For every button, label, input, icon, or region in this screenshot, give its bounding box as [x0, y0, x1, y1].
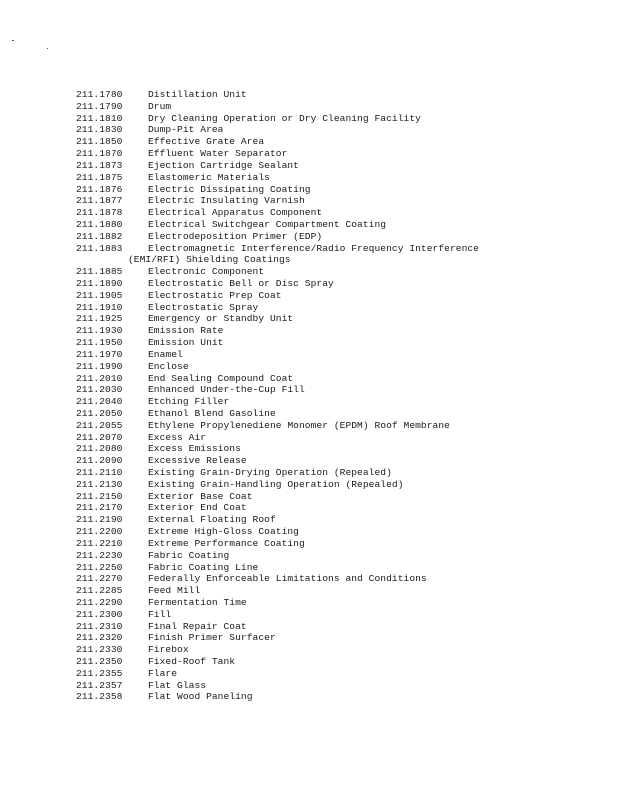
list-item [76, 337, 606, 349]
list-item [76, 101, 606, 113]
defined-term: Electrical Apparatus Component [148, 207, 323, 219]
section-number: 211.1870 [76, 148, 123, 160]
defined-term: Dry Cleaning Operation or Dry Cleaning Facility [148, 112, 421, 124]
list-item [76, 361, 606, 373]
list-item [76, 254, 606, 266]
section-number: 211.1970 [76, 348, 123, 360]
scan-speck [47, 48, 48, 49]
defined-term: Electronic Component [148, 266, 265, 278]
list-item [76, 384, 606, 396]
list-item [76, 172, 606, 184]
defined-term: Electric Insulating Varnish [148, 195, 305, 207]
list-item [76, 479, 606, 491]
defined-term: End Sealing Compound Coat [148, 372, 294, 384]
section-number: 211.2010 [76, 372, 123, 384]
list-item [76, 597, 606, 609]
defined-term: Elastomeric Materials [148, 171, 270, 183]
list-item [76, 609, 606, 621]
defined-term: Feed Mill [148, 585, 201, 597]
list-item [76, 467, 606, 479]
section-number: 211.2270 [76, 573, 123, 585]
list-item [76, 562, 606, 574]
list-item [76, 668, 606, 680]
defined-term: Electrostatic Bell or Disc Spray [148, 278, 334, 289]
list-item [76, 514, 606, 526]
list-item [76, 313, 606, 325]
list-item [76, 691, 606, 703]
list-item [76, 585, 606, 597]
list-item [76, 526, 606, 538]
section-number: 211.1883 [76, 242, 123, 254]
defined-term: Existing Grain-Drying Operation (Repealed) [148, 467, 392, 478]
defined-term: (EMI/RFI) Shielding Coatings [128, 254, 291, 266]
defined-term: Emission Unit [148, 337, 224, 349]
defined-term: Federally Enforceable Limitations and Conditions [148, 573, 427, 585]
defined-term: Extreme High-Gloss Coating [148, 526, 299, 538]
list-item [76, 136, 606, 148]
list-item [76, 325, 606, 337]
section-number: 211.1810 [76, 112, 123, 124]
section-number: 211.2110 [76, 467, 123, 478]
list-item [76, 632, 606, 644]
list-item [76, 160, 606, 172]
section-number: 211.1990 [76, 360, 123, 372]
defined-term: Distillation Unit [148, 89, 247, 100]
list-item [76, 443, 606, 455]
section-number: 211.2357 [76, 679, 123, 691]
section-number: 211.2285 [76, 585, 123, 597]
list-item [76, 396, 606, 408]
section-number: 211.2090 [76, 455, 123, 467]
defined-term: Ethylene Propylenediene Monomer (EPDM) Roof Membrane [148, 419, 450, 431]
list-item [76, 231, 606, 243]
list-item [76, 455, 606, 467]
defined-term: Ethanol Blend Gasoline [148, 407, 276, 419]
defined-term: Fixed-Roof Tank [148, 656, 236, 667]
list-item [76, 502, 606, 514]
list-item [76, 373, 606, 385]
defined-term: Fermentation Time [148, 596, 247, 608]
section-number: 211.2355 [76, 667, 123, 679]
list-item [76, 538, 606, 550]
section-number: 211.2300 [76, 608, 123, 620]
section-number: 211.2170 [76, 502, 123, 514]
section-number: 211.1877 [76, 195, 123, 207]
section-number: 211.2230 [76, 549, 123, 561]
section-number: 211.1925 [76, 313, 123, 325]
section-number: 211.2210 [76, 537, 123, 549]
section-number: 211.1930 [76, 325, 123, 337]
section-number: 211.1876 [76, 183, 123, 195]
list-item [76, 148, 606, 160]
section-number: 211.2190 [76, 514, 123, 526]
defined-term: Firebox [148, 644, 189, 656]
section-number: 211.1873 [76, 159, 123, 171]
section-number: 211.1882 [76, 230, 123, 242]
list-item [76, 491, 606, 503]
defined-term: Electric Dissipating Coating [148, 183, 311, 195]
defined-term: Flat Glass [148, 679, 207, 691]
section-number: 211.1780 [76, 89, 123, 100]
defined-term: External Floating Roof [148, 514, 276, 526]
defined-term: Electrical Switchgear Compartment Coating [148, 218, 387, 230]
defined-term: Excess Emissions [148, 443, 241, 455]
section-number: 211.1880 [76, 218, 123, 230]
section-number: 211.1790 [76, 100, 123, 112]
section-number: 211.1830 [76, 124, 123, 136]
list-item [76, 302, 606, 314]
defined-term: Extreme Performance Coating [148, 537, 305, 549]
section-number: 211.1890 [76, 278, 123, 289]
list-item [76, 266, 606, 278]
list-item [76, 195, 606, 207]
section-number: 211.1850 [76, 136, 123, 148]
defined-term: Etching Filler [148, 396, 230, 408]
defined-term: Effective Grate Area [148, 136, 265, 148]
section-number: 211.2350 [76, 656, 123, 667]
defined-term: Existing Grain-Handling Operation (Repealed) [148, 478, 404, 490]
defined-term: Enhanced Under-the-Cup Fill [148, 384, 305, 396]
defined-term: Enamel [148, 348, 183, 360]
section-number: 211.2200 [76, 526, 123, 538]
section-number: 211.2055 [76, 419, 123, 431]
defined-term: Electrostatic Prep Coat [148, 289, 282, 301]
defined-term: Ejection Cartridge Sealant [148, 159, 299, 171]
section-number: 211.2040 [76, 396, 123, 408]
defined-term: Dump-Pit Area [148, 124, 224, 136]
defined-term: Emergency or Standby Unit [148, 313, 294, 325]
defined-term: Electrodeposition Primer (EDP) [148, 230, 323, 242]
section-number: 211.1910 [76, 301, 123, 313]
defined-term: Flat Wood Paneling [148, 691, 253, 703]
section-number: 211.2250 [76, 561, 123, 573]
defined-term: Finish Primer Surfacer [148, 632, 276, 644]
section-number: 211.2320 [76, 632, 123, 644]
section-number: 211.2030 [76, 384, 123, 396]
section-number: 211.2050 [76, 407, 123, 419]
list-item [76, 680, 606, 692]
list-item [76, 420, 606, 432]
section-number: 211.1875 [76, 171, 123, 183]
defined-term: Effluent Water Separator [148, 148, 288, 160]
defined-term: Fill [148, 608, 172, 620]
list-item [76, 656, 606, 668]
list-item [76, 621, 606, 633]
defined-term: Fabric Coating Line [148, 561, 259, 573]
list-item [76, 219, 606, 231]
defined-term: Exterior End Coat [148, 502, 247, 514]
list-item [76, 243, 606, 255]
list-item [76, 278, 606, 290]
list-item [76, 644, 606, 656]
list-item [76, 290, 606, 302]
defined-term: Excessive Release [148, 455, 247, 467]
defined-term: Electromagnetic Interference/Radio Frequency Interference [148, 242, 480, 254]
list-item [76, 408, 606, 420]
list-item [76, 207, 606, 219]
section-number: 211.2290 [76, 596, 123, 608]
defined-term: Drum [148, 100, 172, 112]
section-number: 211.2358 [76, 691, 123, 703]
definitions-list [76, 89, 606, 703]
list-item [76, 550, 606, 562]
defined-term: Fabric Coating [148, 549, 230, 561]
section-number: 211.1950 [76, 337, 123, 349]
section-number: 211.2130 [76, 478, 123, 490]
defined-term: Final Repair Coat [148, 620, 247, 632]
section-number: 211.1885 [76, 266, 123, 278]
defined-term: Emission Rate [148, 325, 224, 337]
defined-term: Electrostatic Spray [148, 301, 259, 313]
section-number: 211.2080 [76, 443, 123, 455]
section-number: 211.1878 [76, 207, 123, 219]
list-item [76, 432, 606, 444]
list-item [76, 184, 606, 196]
defined-term: Exterior Base Coat [148, 490, 253, 502]
section-number: 211.2310 [76, 620, 123, 632]
section-number: 211.1905 [76, 289, 123, 301]
section-number: 211.2330 [76, 644, 123, 656]
list-item [76, 113, 606, 125]
section-number: 211.2070 [76, 431, 123, 443]
list-item [76, 349, 606, 361]
section-number: 211.2150 [76, 490, 123, 502]
list-item [76, 89, 606, 101]
defined-term: Flare [148, 667, 178, 679]
list-item [76, 124, 606, 136]
scan-speck [12, 40, 14, 41]
list-item [76, 573, 606, 585]
defined-term: Enclose [148, 360, 189, 372]
defined-term: Excess Air [148, 431, 207, 443]
